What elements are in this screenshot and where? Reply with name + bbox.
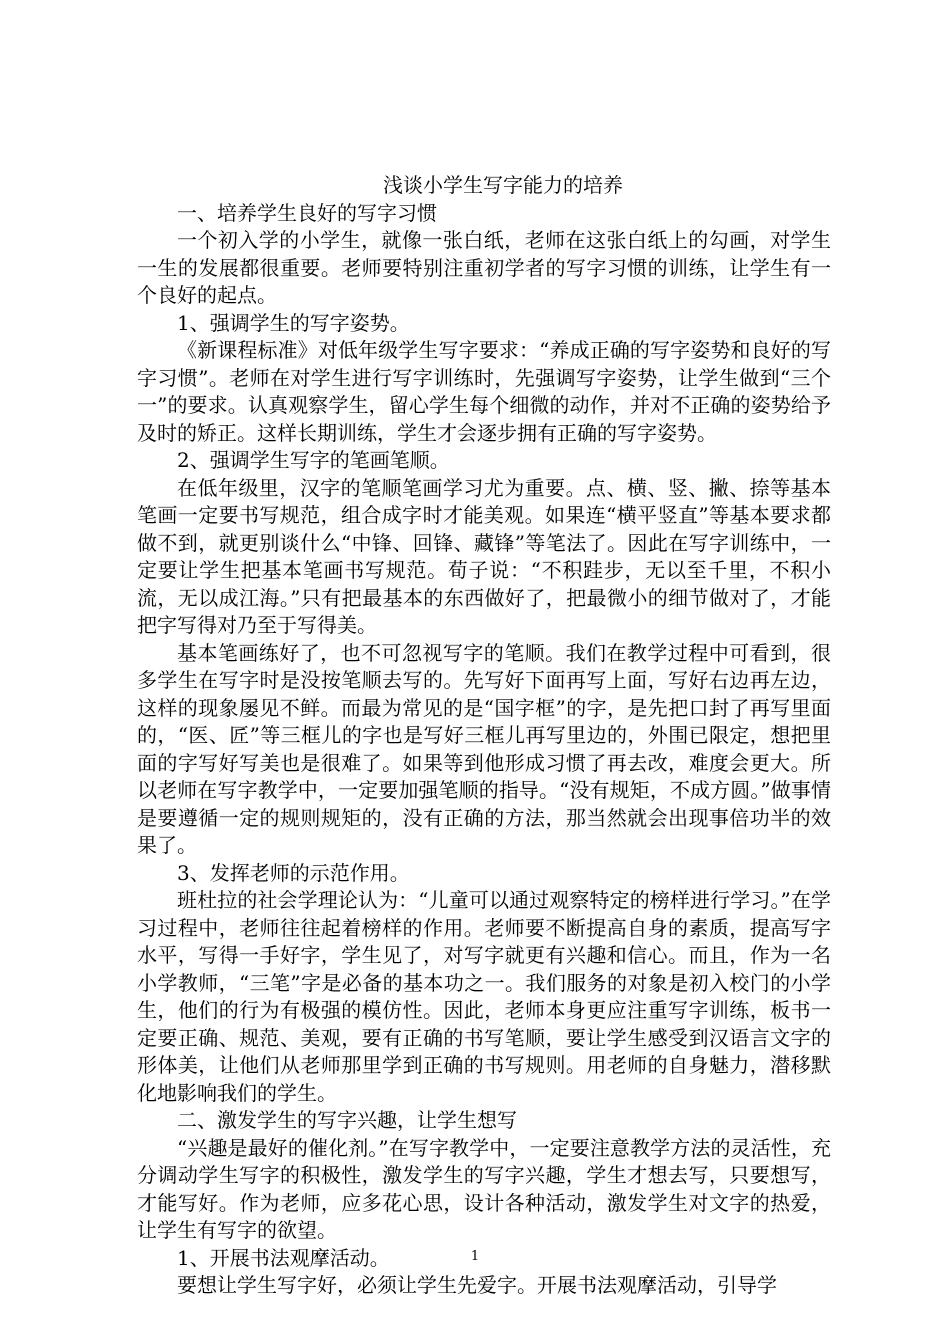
subsection-heading: 1、强调学生的写字姿势。	[177, 310, 410, 335]
paragraph: 在低年级里，汉字的笔顺笔画学习尤为重要。点、横、竖、撇、捺等基本笔画一定要书写规范，组合成字时才能美观。如果连“横平竖直”等基本要求都做不到，就更别谈什么“中锋、回锋、藏锋”等笔法了。因此在写字训练中，一定要让学生把基本笔画书写规范。荀子说：“不积跬步，无以至千里，不积小流，无以成江海。”只有把最基本的东西做好了，把最微小的细节做对了，才能把字写得对乃至于写得美。	[137, 475, 831, 637]
subsection-heading: 3、发挥老师的示范作用。	[177, 860, 410, 885]
page-number: 1	[470, 1249, 480, 1264]
paragraph: “兴趣是最好的催化剂。”在写字教学中，一定要注意教学方法的灵活性，充分调动学生写字的积极性，激发学生的写字兴趣，学生才想去写，只要想写，才能写好。作为老师，应多花心思，设计各种活动，激发学生对文字的热爱，让学生有写字的欲望。	[137, 1135, 831, 1242]
section-heading: 二、激发学生的写字兴趣，让学生想写	[177, 1108, 517, 1132]
paragraph: 《新课程标准》对低年级学生写字要求：“养成正确的写字姿势和良好的写字习惯”。老师在对学生进行写字训练时，先强调写字姿势，让学生做到“三个一”的要求。认真观察学生，留心学生每个细微的动作，并对不正确的姿势给予及时的矫正。这样长期训练，学生才会逐步拥有正确的写字姿势。	[137, 338, 831, 445]
paragraph: 要想让学生写字好，必须让学生先爱字。开展书法观摩活动，引导学	[177, 1273, 777, 1297]
document-title: 浅谈小学生写字能力的培养	[383, 173, 623, 197]
section-heading: 一、培养学生良好的写字习惯	[177, 200, 437, 225]
subsection-heading: 2、强调学生写字的笔画笔顺。	[177, 448, 450, 472]
paragraph: 班杜拉的社会学理论认为：“儿童可以通过观察特定的榜样进行学习。”在学习过程中，老师往往起着榜样的作用。老师要不断提高自身的素质，提高写字水平，写得一手好字，学生见了，对写字就更有兴趣和信心。而且，作为一名小学教师，“三笔”字是必备的基本功之一。我们服务的对象是初入校门的小学生，他们的行为有极强的模仿性。因此，老师本身更应注重写字训练，板书一定要正确、规范、美观，要有正确的书写笔顺，要让学生感受到汉语言文字的形体美，让他们从老师那里学到正确的书写规则。用老师的自身魅力，潜移默化地影响我们的学生。	[137, 888, 831, 1105]
subsection-heading: 1、开展书法观摩活动。	[177, 1245, 390, 1270]
paragraph: 一个初入学的小学生，就像一张白纸，老师在这张白纸上的勾画，对学生一生的发展都很重要。老师要特别注重初学者的写字习惯的训练，让学生有一个良好的起点。	[137, 228, 831, 307]
document-body	[137, 172, 831, 1300]
paragraph: 基本笔画练好了，也不可忽视写字的笔顺。我们在教学过程中可看到，很多学生在写字时是没按笔顺去写的。先写好下面再写上面，写好右边再左边，这样的现象屡见不鲜。而最为常见的是“国字框”的字，是先把口封了再写里面的，“医、匠”等三框儿的字也是写好三框儿再写里边的，外围已限定，想把里面的字写好写美也是很难了。如果等到他形成习惯了再去改，难度会更大。所以老师在写字教学中，一定要加强笔顺的指导。“没有规矩，不成方圆。”做事情是要遵循一定的规则规矩的，没有正确的方法，那当然就会出现事倍功半的效果了。	[137, 640, 831, 857]
